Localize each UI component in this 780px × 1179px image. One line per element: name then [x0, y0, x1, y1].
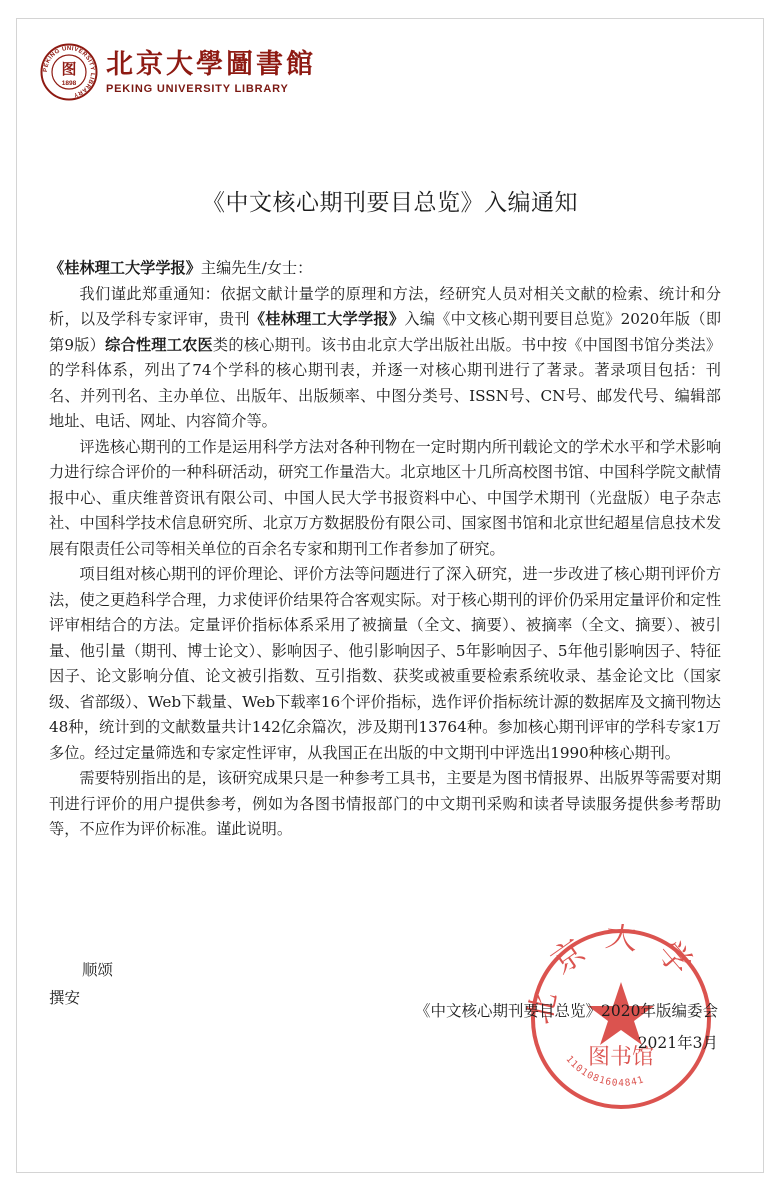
stamp-ring-text: 京大学: [544, 924, 712, 996]
salutation-journal: 《桂林理工大学学报》: [49, 259, 201, 277]
salutation: [49, 256, 721, 282]
p1-part-c: 类的核心期刊。该书由北京大学出版社出版。书中按《中国图书馆分类法》的学科体系，列出了74个学科的核心期刊表，并逐一对核心期刊进行了著录。著录项目包括：刊名、并列刊名、主办单位、出版年、出版频率、中图分类号、ISSN号、CN号、邮发代号、编辑部地址、电话、网址、内容简介等。: [49, 335, 722, 430]
paragraph-4: 需要特别指出的是，该研究成果只是一种参考工具书，主要是为图书情报界、出版界等需要对期刊进行评价的用户提供参考，例如为各图书情报部门的中文期刊采购和读者导读服务提供参考帮助等，不应作为评价标准。谨此说明。: [49, 769, 721, 838]
p1-category: 综合性理工农医: [105, 335, 213, 354]
paragraph-1: [49, 282, 721, 435]
signature-committee: 《中文核心期刊要目总览》2020年版编委会: [415, 1002, 718, 1020]
library-header: [40, 36, 316, 108]
library-seal-logo: [40, 43, 98, 101]
seal-ring-text: PEKING UNIVERSITY LIBRARY: [42, 45, 96, 98]
stamp-center-text: 图书馆: [587, 1045, 655, 1070]
p1-part-a: 我们谨此郑重通知：依据文献计量学的原理和方法，经研究人员对相关文献的检索、统计和分析，以及学科专家评审，贵刊: [49, 284, 721, 328]
p1-part-b: 入编《中文核心期刊要目总览》2020年版（即第9版）: [49, 310, 722, 354]
library-wordmark: [106, 49, 316, 95]
paragraph-2: 评选核心期刊的工作是运用科学方法对各种刊物在一定时期内所刊载论文的学术水平和学术影响力进行综合评价的一种科研活动，研究工作量浩大。北京地区十几所高校图书馆、中国科学院文献情报中心、重庆维普资讯有限公司、中国人民大学书报资料中心、中国学术期刊（光盘版）电子杂志社、中国科学技术信息研究所、北京万方数据股份有限公司、国家图书馆和北京世纪超星信息技术发展有限责任公司等相关单位的百余名专家和期刊工作者参加了研究。: [49, 437, 721, 558]
closing-line-2: 撰安: [49, 989, 81, 1007]
p1-journal: 《桂林理工大学学报》: [249, 310, 405, 328]
seal-year: 1898: [61, 80, 77, 87]
seal-center-char: 图: [61, 60, 77, 78]
salutation-rest: 主编先生/女士：: [200, 259, 313, 277]
notice-body: [49, 256, 721, 843]
library-name-cn: 北京大學圖書館: [106, 49, 316, 80]
library-name-en: PEKING UNIVERSITY LIBRARY: [106, 83, 289, 95]
stamp-number: 1101081604841: [563, 1053, 646, 1089]
closing-line-1: 顺颂: [82, 961, 114, 979]
notice-title: 《中文核心期刊要目总览》入编通知: [202, 190, 578, 216]
signature-date: 2021年3月: [637, 1034, 718, 1052]
paragraph-3: 项目组对核心期刊的评价理论、评价方法等问题进行了深入研究，进一步改进了核心期刊评价方法，使之更趋科学合理，力求使评价结果符合客观实际。对于核心期刊的评价仍采用定量评价和定性评审相结合的方法。定量评价指标体系采用了被摘量（全文、摘要）、被摘率（全文、摘要）、被引量、他引量（期刊、博士论文）、影响因子、他引影响因子、5年影响因子、5年他引影响因子、特征因子、论文影响分值、论文被引指数、互引指数、获奖或被重要检索系统收录、基金论文比（国家级、省部级）、Web下载量、Web下载率16个评价指标，选作评价指标统计源的数据库及文摘刊物达48种，统计到的文献数量共计142亿余篇次，涉及期刊13764种。参加核心期刊评审的学科专家1万多位。经过定量筛选和专家定性评审，从我国正在出版的中文期刊中评选出1990种核心期刊。: [49, 565, 721, 762]
